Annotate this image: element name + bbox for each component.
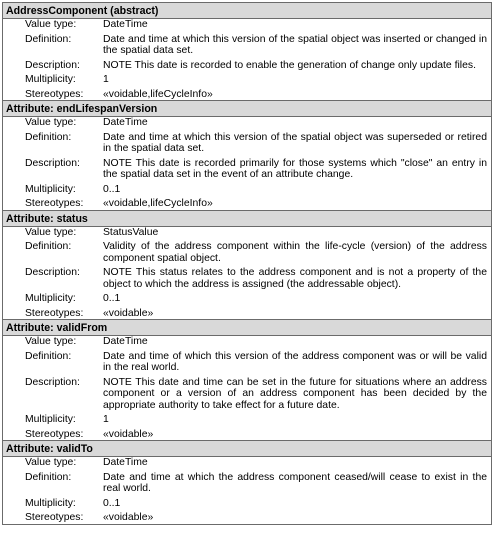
description-row — [3, 60, 491, 72]
value-type-row — [3, 227, 491, 239]
multiplicity-row — [3, 414, 491, 426]
stereotypes-value: «voidable,lifeCycleInfo» — [103, 198, 213, 209]
definition-label: Definition: — [25, 471, 72, 483]
stereotypes-row — [3, 429, 491, 441]
description-row — [3, 377, 491, 412]
definition-row — [3, 351, 491, 374]
stereotypes-label: Stereotypes: — [25, 512, 84, 523]
description-value: NOTE This date is recorded primarily for those systems which "close" an entry in the spatial data set in the event of an attribute change. — [103, 157, 487, 180]
multiplicity-label: Multiplicity: — [25, 183, 76, 195]
stereotypes-label: Stereotypes: — [25, 88, 84, 100]
section-title: Attribute: endLifespanVersion — [3, 101, 491, 117]
stereotypes-label: Stereotypes: — [25, 198, 84, 209]
multiplicity-value: 0..1 — [103, 497, 121, 509]
value-type-value: DateTime — [103, 117, 148, 128]
definition-value: Date and time at which the address component ceased/will cease to exist in the real world. — [103, 471, 487, 494]
value-type-row — [3, 117, 491, 129]
value-type-value: DateTime — [103, 336, 148, 347]
description-label: Description: — [25, 59, 80, 71]
section-end-lifespan-version — [2, 101, 492, 211]
multiplicity-label: Multiplicity: — [25, 293, 76, 304]
definition-value: Date and time of which this version of the address component was or will be valid in the real world. — [103, 350, 487, 373]
description-label: Description: — [25, 267, 80, 278]
multiplicity-value: 1 — [103, 74, 109, 85]
description-row — [3, 158, 491, 181]
definition-label: Definition: — [25, 350, 72, 362]
definition-value: Date and time at which this version of the spatial object was inserted or changed in the spatial data set. — [103, 33, 487, 56]
section-title: AddressComponent (abstract) — [3, 3, 491, 19]
stereotypes-row — [3, 198, 491, 210]
value-type-row — [3, 457, 491, 469]
section-valid-from — [2, 320, 492, 441]
multiplicity-label: Multiplicity: — [25, 414, 76, 425]
multiplicity-value: 1 — [103, 414, 109, 425]
stereotypes-value: «voidable,lifeCycleInfo» — [103, 88, 213, 100]
multiplicity-value: 0..1 — [103, 293, 121, 304]
value-type-label: Value type: — [25, 336, 77, 347]
stereotypes-value: «voidable» — [103, 428, 154, 440]
value-type-label: Value type: — [25, 19, 77, 30]
multiplicity-row — [3, 498, 491, 510]
definition-label: Definition: — [25, 33, 72, 45]
description-row — [3, 267, 491, 290]
description-value: NOTE This status relates to the address component and is not a property of the object to which the address is assigned (the addressable object). — [103, 267, 487, 290]
multiplicity-row — [3, 184, 491, 196]
definition-value: Date and time at which this version of the spatial object was superseded or retired in the spatial data set. — [103, 131, 487, 154]
definition-row — [3, 241, 491, 264]
stereotypes-row — [3, 308, 491, 320]
value-type-row — [3, 19, 491, 31]
description-value: NOTE This date and time can be set in the future for situations where an address component or a version of an address component has been decided by the appropriate authority to take effect for a future date. — [103, 376, 487, 411]
stereotypes-value: «voidable» — [103, 307, 154, 319]
section-address-component — [2, 2, 492, 101]
description-label: Description: — [25, 376, 80, 388]
stereotypes-label: Stereotypes: — [25, 307, 84, 319]
definition-row — [3, 34, 491, 57]
multiplicity-label: Multiplicity: — [25, 497, 76, 509]
stereotypes-label: Stereotypes: — [25, 428, 84, 440]
definition-label: Definition: — [25, 241, 72, 252]
stereotypes-value: «voidable» — [103, 512, 154, 523]
section-valid-to — [2, 441, 492, 525]
value-type-row — [3, 336, 491, 348]
stereotypes-row — [3, 512, 491, 524]
description-label: Description: — [25, 157, 80, 169]
value-type-value: DateTime — [103, 19, 148, 30]
definition-row — [3, 132, 491, 155]
definition-row — [3, 472, 491, 495]
section-title: Attribute: status — [3, 211, 491, 227]
attribute-table — [2, 2, 492, 525]
value-type-value: StatusValue — [103, 226, 159, 238]
value-type-label: Value type: — [25, 226, 77, 238]
value-type-value: DateTime — [103, 457, 148, 468]
multiplicity-row — [3, 74, 491, 86]
section-title: Attribute: validTo — [3, 441, 491, 457]
definition-value: Validity of the address component within the life-cycle (version) of the address component spatial object. — [103, 241, 487, 264]
description-value: NOTE This date is recorded to enable the generation of change only update files. — [103, 59, 476, 71]
value-type-label: Value type: — [25, 117, 77, 128]
section-status — [2, 211, 492, 321]
multiplicity-value: 0..1 — [103, 183, 121, 195]
definition-label: Definition: — [25, 131, 72, 143]
section-title: Attribute: validFrom — [3, 320, 491, 336]
multiplicity-label: Multiplicity: — [25, 74, 76, 85]
multiplicity-row — [3, 293, 491, 305]
stereotypes-row — [3, 89, 491, 101]
value-type-label: Value type: — [25, 457, 77, 468]
